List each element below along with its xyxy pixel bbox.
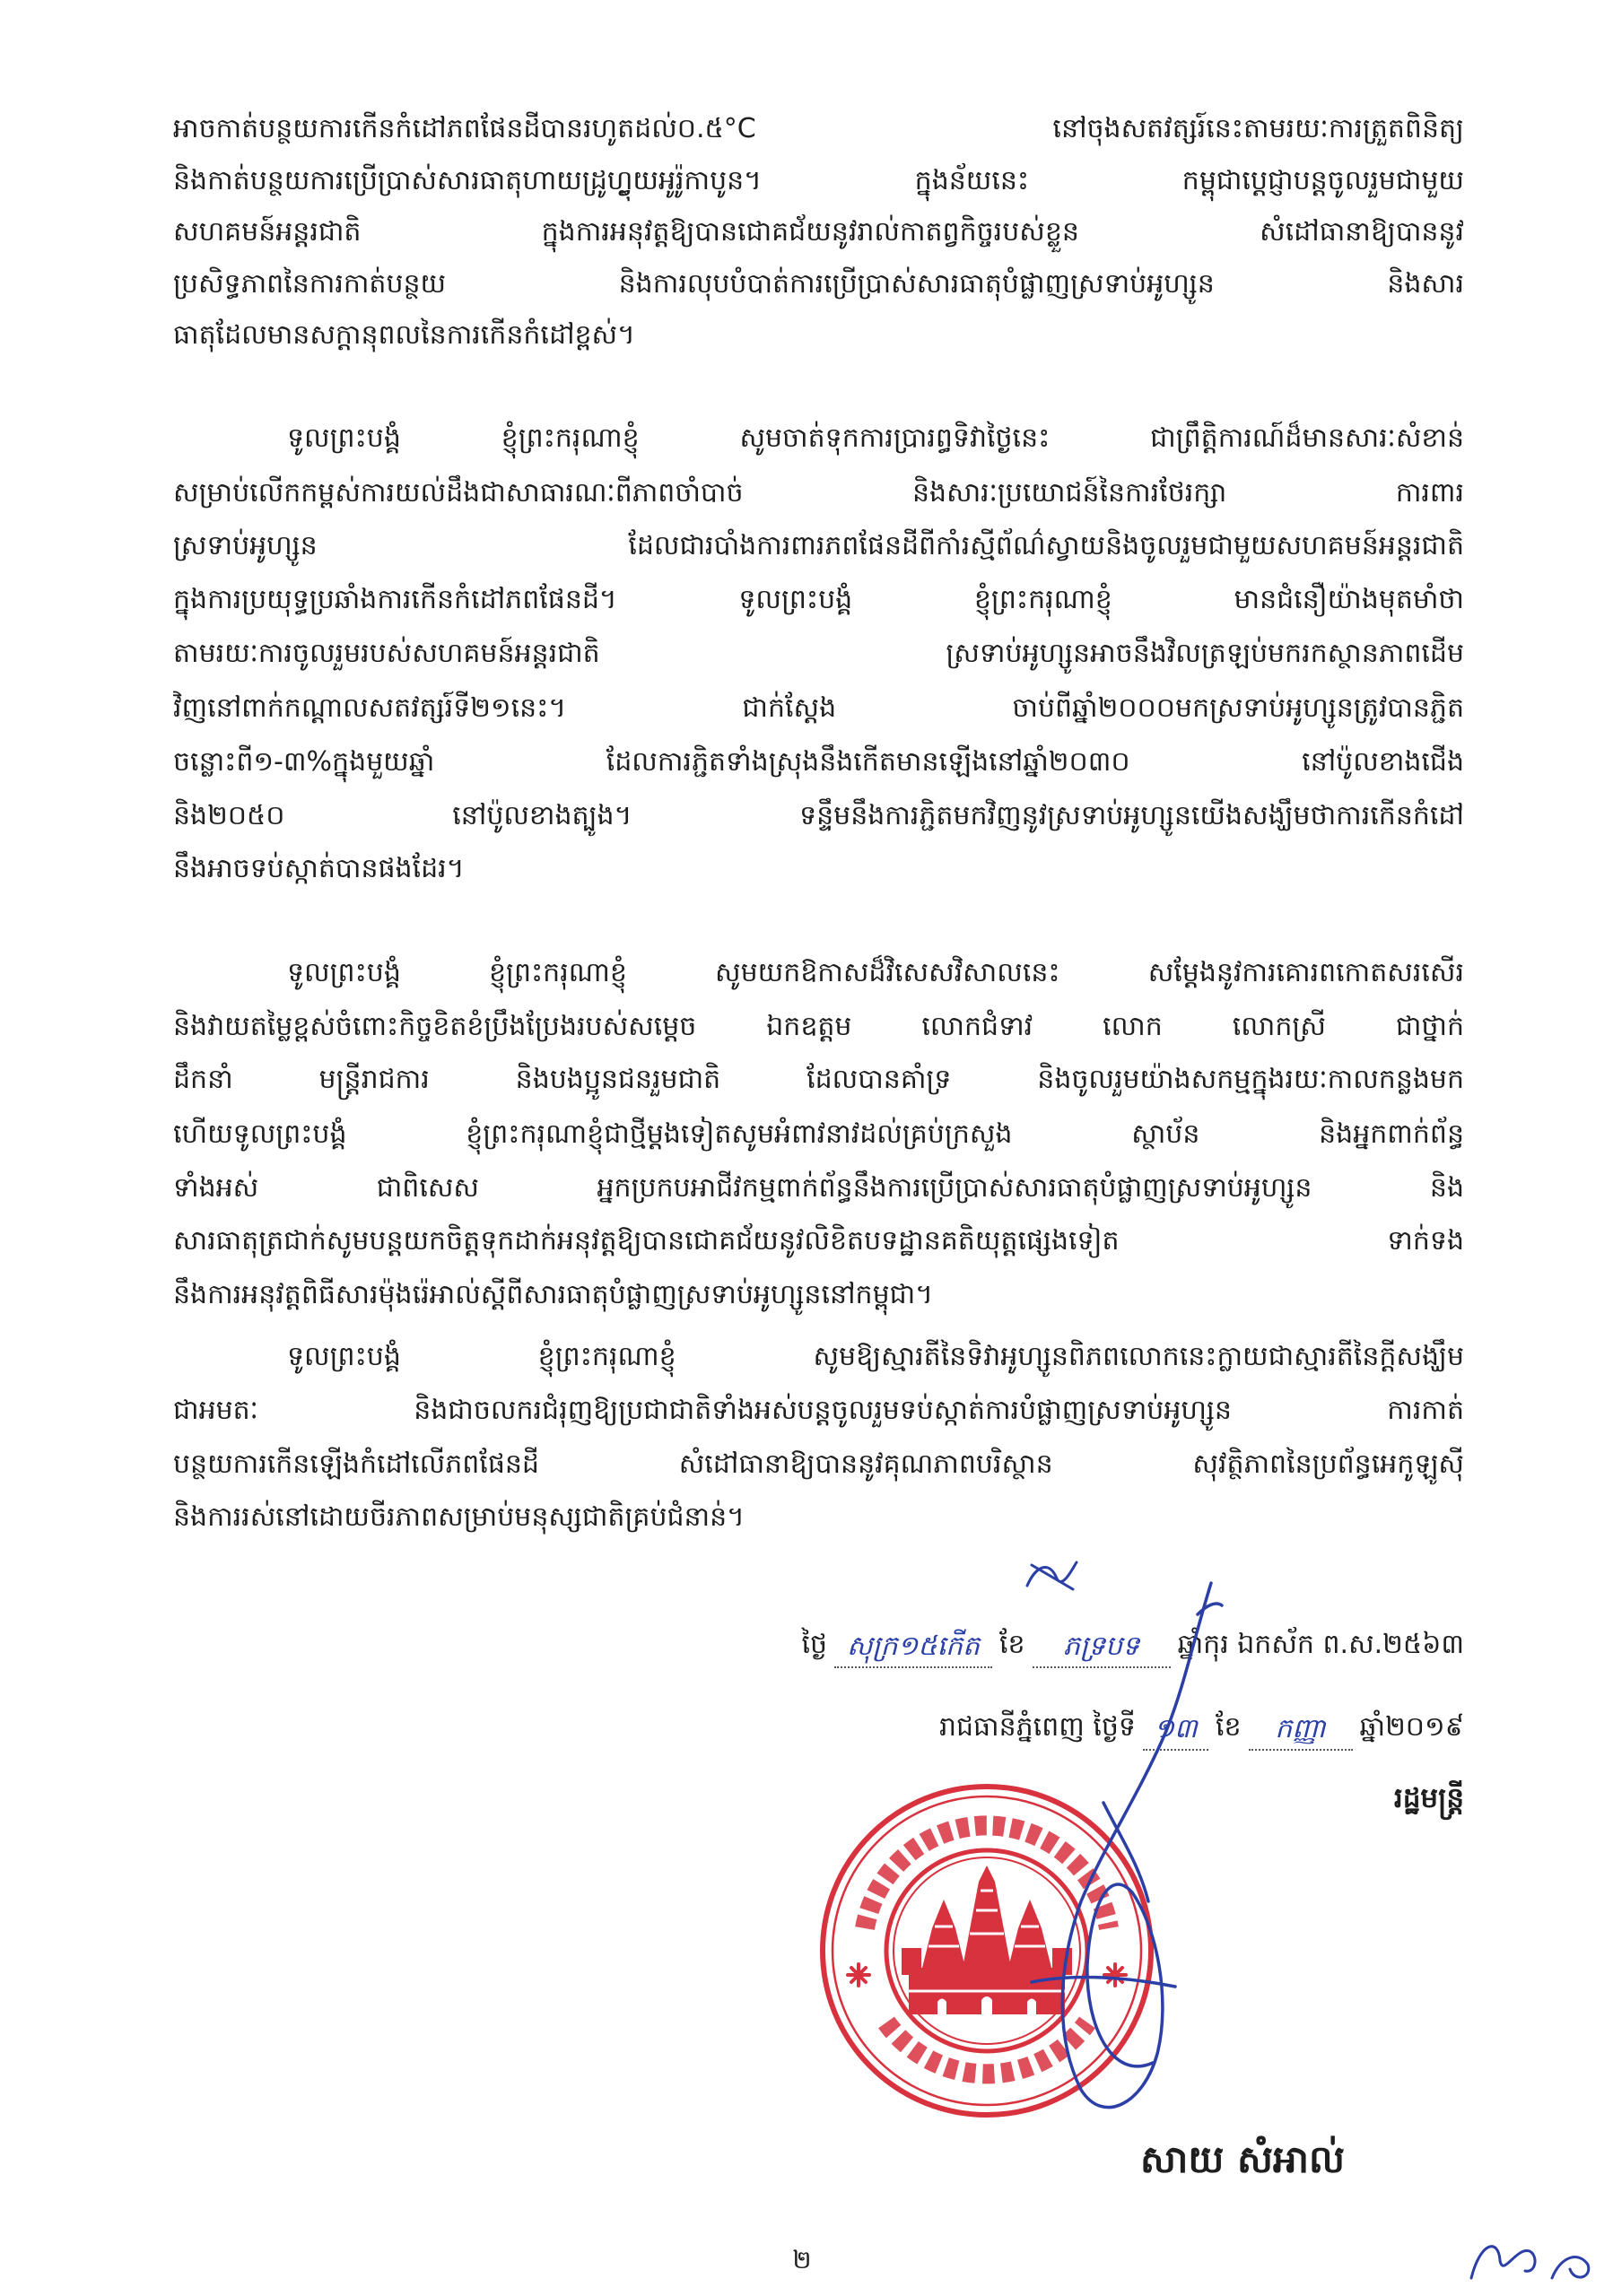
paragraph-1-line-2: និងកាត់បន្ថយការប្រើប្រាស់សារធាតុហាយដ្រូហ្វ្លុយអូរ៉ូកាបូន។ ក្នុងន័យនេះ កម្ពុជាប្តេជ្ញាបន្តចូលរួមជាមួយ: [173, 165, 1464, 196]
paragraph-2-line-8: និង២០៥០ នៅប៉ូលខាងត្បូង។ ទន្ទឹមនឹងការភ្ជិតមកវិញនូវស្រទាប់អូហ្សូនយើងសង្ឃឹមថាការកើនកំដៅ: [173, 800, 1464, 831]
paragraph-3-line-6: សារធាតុត្រជាក់សូមបន្តយកចិត្តទុកដាក់អនុវត្តឱ្យបានជោគជ័យនូវលិខិតបទដ្ឋានគតិយុត្តផ្សេងទៀត ទាក់ទង: [173, 1225, 1464, 1257]
lunar-day-handwritten: សុក្រ១៥កើត: [834, 1627, 992, 1668]
paragraph-2-line-5: តាមរយៈការចូលរួមរបស់សហគមន៍អន្តរជាតិ ស្រទាប់អូហ្សូនអាចនឹងវិលត្រឡប់មករកស្ថានភាពដើម: [173, 638, 1464, 669]
paragraph-1-line-5: ធាតុដែលមានសក្តានុពលនៃការកើនកំដៅខ្ពស់។: [173, 319, 635, 351]
paragraph-3-line-2: និងវាយតម្លៃខ្ពស់ចំពោះកិច្ចខិតខំប្រឹងប្រែងរបស់សម្តេច ឯកឧត្តម លោកជំទាវ លោក លោកស្រី ជាថ្នាក់: [173, 1011, 1464, 1042]
paragraph-4-line-4: និងការរស់នៅដោយចីរភាពសម្រាប់មនុស្សជាតិគ្រប់ជំនាន់។: [173, 1501, 745, 1533]
signatory-title: រដ្ឋមន្ត្រី: [1393, 1782, 1464, 1814]
lunar-year-text: ឆ្នាំកុរ ឯកស័ក ព.ស.២៥៦៣: [1177, 1629, 1464, 1660]
paragraph-1-line-1: អាចកាត់បន្ថយការកើនកំដៅភពផែនដីបានរហូតដល់០.៥°C នៅចុងសតវត្សរ៍នេះតាមរយៈការត្រួតពិនិត្យ: [173, 113, 1464, 144]
paragraph-2-line-2: សម្រាប់លើកកម្ពស់ការយល់ដឹងជាសាធារណៈពីភាពចាំបាច់ និងសារៈប្រយោជន៍នៃការថែរក្សា ការពារ: [173, 477, 1464, 509]
ministry-seal-icon: [812, 1776, 1162, 2126]
paragraph-2-line-6: វិញនៅពាក់កណ្តាលសតវត្សរ៍ទី២១នេះ។ ជាក់ស្តែង ចាប់ពីឆ្នាំ២០០០មកស្រទាប់អូហ្សូនត្រូវបានភ្ជិត: [173, 692, 1464, 724]
lunar-date-line: [801, 1622, 1464, 1668]
page-number: ២: [792, 2245, 812, 2274]
paragraph-3-line-4: ហើយទូលព្រះបង្គំ ខ្ញុំព្រះករុណាខ្ញុំជាថ្មីម្តងទៀតសូមអំពាវនាវដល់គ្រប់ក្រសួង ស្ថាប័ន និងអ្នកពាក់ព័ន្ធ: [173, 1118, 1464, 1150]
gregorian-month-label: ខែ: [1215, 1711, 1242, 1743]
paraph-mark-icon: [1027, 1562, 1077, 1589]
gregorian-date-line: [939, 1704, 1464, 1751]
paragraph-1-line-4: ប្រសិទ្ធភាពនៃការកាត់បន្ថយ និងការលុបបំបាត់ការប្រើប្រាស់សារធាតុបំផ្លាញស្រទាប់អូហ្សូន និងសារ: [173, 268, 1464, 300]
lunar-day-label: ថ្ងៃ: [801, 1629, 828, 1660]
gregorian-month-handwritten: កញ្ញា: [1249, 1709, 1353, 1751]
paragraph-4-line-3: បន្ថយការកើនឡើងកំដៅលើភពផែនដី សំដៅធានាឱ្យបាននូវគុណភាពបរិស្ថាន សុវត្ថិភាពនៃប្រព័ន្ធអេកូឡូស៊ី: [173, 1448, 1464, 1480]
paragraph-3-line-5: ទាំងអស់ ជាពិសេស អ្នកប្រកបអាជីវកម្មពាក់ព័ន្ធនឹងការប្រើប្រាស់សារធាតុបំផ្លាញស្រទាប់អូហ្សូន និង: [173, 1172, 1464, 1204]
gregorian-day-handwritten: ១៣: [1143, 1709, 1208, 1751]
lunar-month-label: ខែ: [999, 1629, 1025, 1660]
paragraph-1-line-3: សហគមន៍អន្តរជាតិ ក្នុងការអនុវត្តឱ្យបានជោគជ័យនូវរាល់កាតព្វកិច្ចរបស់ខ្លួន សំដៅធានាឱ្យបាននូវ: [173, 216, 1464, 248]
paragraph-2-line-9: នឹងអាចទប់ស្កាត់បានផងដែរ។: [173, 853, 465, 884]
lunar-month-handwritten: ភទ្របទ: [1033, 1627, 1171, 1668]
signatory-name: សាយ សំអាល់: [1140, 2137, 1345, 2181]
gregorian-year-text: ឆ្នាំ២០១៩: [1359, 1711, 1464, 1743]
paragraph-4-line-2: ជាអមតៈ និងជាចលករជំរុញឱ្យប្រជាជាតិទាំងអស់បន្តចូលរួមទប់ស្កាត់ការបំផ្លាញស្រទាប់អូហ្សូន ការកាត់: [173, 1395, 1464, 1426]
paragraph-3-line-7: នឹងការអនុវត្តពិធីសារម៉ុងរ៉េអាល់ស្តីពីសារធាតុបំផ្លាញស្រទាប់អូហ្សូននៅកម្ពុជា។: [173, 1279, 933, 1310]
initials-mark-icon: [1471, 2247, 1589, 2278]
place-day-label: រាជធានីភ្នំពេញ ថ្ងៃទី: [938, 1711, 1136, 1743]
paragraph-3-line-1: ទូលព្រះបង្គំ ខ្ញុំព្រះករុណាខ្ញុំ សូមយកឱកាសដ៏វិសេសវិសាលនេះ សម្តែងនូវការគោរពកោតសរសើរ: [287, 957, 1464, 988]
paragraph-2-line-3: ស្រទាប់អូហ្សូន ដែលជារបាំងការពារភពផែនដីពីកាំរស្មីព័ណ៌ស្វាយនិងចូលរួមជាមួយសហគមន៍អន្តរជាតិ: [173, 530, 1464, 561]
paragraph-2-line-1: ទូលព្រះបង្គំ ខ្ញុំព្រះករុណាខ្ញុំ សូមចាត់ទុកការប្រារព្ធទិវាថ្ងៃនេះ ជាព្រឹត្តិការណ៍ដ៏មានសារៈសំខាន់: [287, 422, 1464, 454]
paragraph-3-line-3: ដឹកនាំ មន្ត្រីរាជការ និងបងប្អូនជនរួមជាតិ ដែលបានគាំទ្រ និងចូលរួមយ៉ាងសកម្មក្នុងរយៈកាលកន្លងមក: [173, 1064, 1464, 1095]
paragraph-4-line-1: ទូលព្រះបង្គំ ខ្ញុំព្រះករុណាខ្ញុំ សូមឱ្យស្មារតីនៃទិវាអូហ្សូនពិភពលោកនេះក្លាយជាស្មារតីនៃក្តីសង្ឃឹម: [287, 1341, 1464, 1372]
paragraph-2-line-7: ចន្លោះពី១-៣%ក្នុងមួយឆ្នាំ ដែលការភ្ជិតទាំងស្រុងនឹងកើតមានឡើងនៅឆ្នាំ២០៣០ នៅប៉ូលខាងជើង: [173, 746, 1464, 778]
paragraph-2-line-4: ក្នុងការប្រយុទ្ធប្រឆាំងការកើនកំដៅភពផែនដី។ ទូលព្រះបង្គំ ខ្ញុំព្រះករុណាខ្ញុំ មានជំនឿយ៉ាងមុតមាំថា: [173, 584, 1464, 615]
